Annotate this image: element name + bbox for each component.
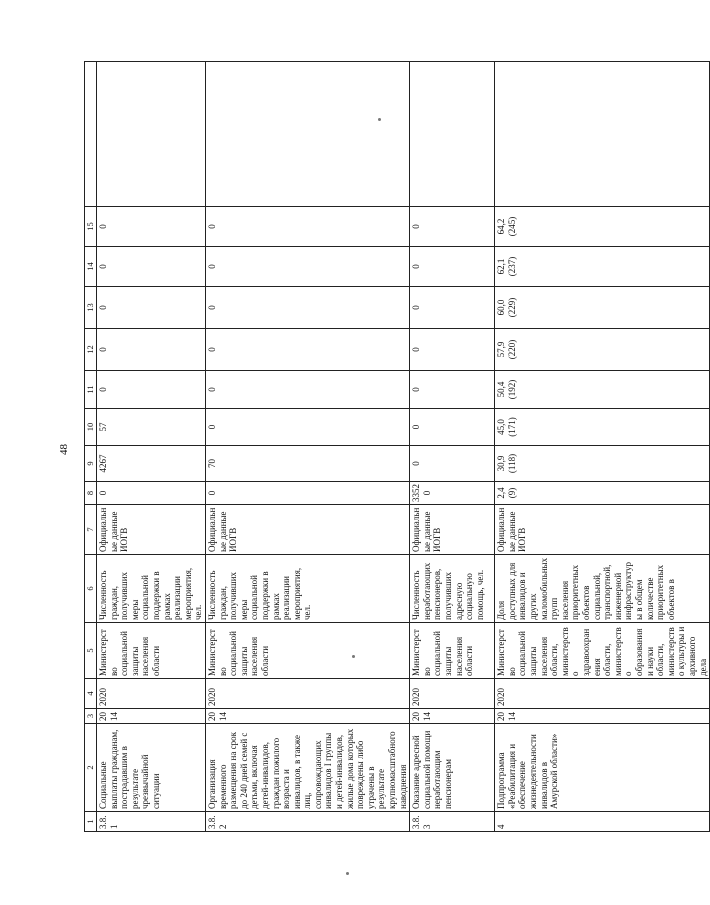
rotated-table-container [84,62,708,832]
indicator-cell: Доля доступных для инвалидов и других маломобильных групп населения приоритетных объектов социальной, транспортной, инженерной инфраструктуры в общем количестве приоритетных объектов в [495,555,710,623]
column-header: 1 [85,812,97,832]
event-name-cell: Оказание адресной социальной помощи неработающим пенсионерам [410,724,495,812]
column-header: 6 [85,555,97,623]
source-cell: Официальные данные ИОГВ [410,505,495,555]
page-number: 48 [58,444,70,455]
column-header: 3 [85,709,97,724]
source-cell: Официальные данные ИОГВ [495,505,710,555]
column-header: 9 [85,446,97,482]
indicator-cell: Численность граждан, получивших меры социальной поддержки в рамках реализации мероприятия, чел. [205,555,409,623]
value-cell: 0 [205,247,409,287]
row-number-cell: 3.8.1 [97,812,206,832]
value-cell: 50,4 (192) [495,371,710,409]
empty-cell [85,62,97,207]
value-cell: 60,0 (229) [495,287,710,329]
responsible-cell: Министерство социальной защиты населения области, министерство здравоохранения области, министерство образования и науки области, министерство культуры и архивного дела [495,623,710,679]
value-cell: 57 [97,409,206,446]
value-cell: 0 [410,446,495,482]
value-cell: 0 [97,207,206,247]
indicators-table [84,61,710,832]
empty-cell [97,62,206,207]
header-row [85,62,97,832]
value-cell: 0 [410,409,495,446]
responsible-cell: Министерство социальной защиты населения области [410,623,495,679]
value-cell: 0 [97,482,206,505]
value-cell: 0 [97,287,206,329]
value-cell: 30,9 (118) [495,446,710,482]
value-cell: 0 [410,207,495,247]
scan-speck [352,655,355,658]
value-cell: 0 [205,482,409,505]
value-cell: 33520 [410,482,495,505]
value-cell: 4267 [97,446,206,482]
table-row [97,62,206,832]
column-header: 14 [85,247,97,287]
value-cell: 0 [97,247,206,287]
value-cell: 0 [410,371,495,409]
scan-speck [346,872,349,875]
source-cell: Официальные данные ИОГВ [205,505,409,555]
column-header: 2 [85,724,97,812]
start-year-cell: 2014 [97,709,206,724]
empty-cell [205,62,409,207]
column-header: 13 [85,287,97,329]
indicator-cell: Численность неработающих пенсионеров, получивших адресную социальную помощь, чел. [410,555,495,623]
start-year-cell: 2014 [205,709,409,724]
row-number-cell: 3.8.2 [205,812,409,832]
start-year-cell: 2014 [495,709,710,724]
column-header: 4 [85,679,97,709]
value-cell: 0 [97,329,206,371]
value-cell: 64,2 (245) [495,207,710,247]
responsible-cell: Министерство социальной защиты населения области [205,623,409,679]
row-number-cell: 4 [495,812,710,832]
table-row [410,62,495,832]
column-header: 5 [85,623,97,679]
value-cell: 0 [205,409,409,446]
value-cell: 0 [410,247,495,287]
end-year-cell: 2020 [97,679,206,709]
event-name-cell: Подпрограмма «Реабилитация и обеспечение жизнедеятельности инвалидов в Амурской области» [495,724,710,812]
responsible-cell: Министерство социальной защиты населения области [97,623,206,679]
end-year-cell: 2020 [495,679,710,709]
empty-cell [495,62,710,207]
row-number-cell: 3.8.3 [410,812,495,832]
column-header: 10 [85,409,97,446]
value-cell: 62,1 (237) [495,247,710,287]
event-name-cell: Организация временного размещения на срок до 240 дней семей с детьми, включая детей-инвалидов, граждан пожилого возраста и инвалидов, в также лиц, сопровождающих инвалидов I группы и детей-инвалидов, жилые дома которых повреждены либо утрачены в результате крупномасштабного наводнения [205,724,409,812]
column-header: 7 [85,505,97,555]
value-cell: 70 [205,446,409,482]
end-year-cell: 2020 [205,679,409,709]
table-row [205,62,409,832]
start-year-cell: 2014 [410,709,495,724]
value-cell: 0 [205,287,409,329]
value-cell: 45,0 (171) [495,409,710,446]
value-cell: 0 [205,329,409,371]
value-cell: 2,4 (9) [495,482,710,505]
value-cell: 0 [205,207,409,247]
value-cell: 0 [410,287,495,329]
table-row [495,62,710,832]
empty-cell [410,62,495,207]
source-cell: Официальные данные ИОГВ [97,505,206,555]
value-cell: 0 [205,371,409,409]
indicator-cell: Численность граждан, получивших меры социальной поддержки в рамках реализации мероприятия, чел. [97,555,206,623]
value-cell: 0 [97,371,206,409]
event-name-cell: Социальные выплаты гражданам, пострадавшим в результате чрезвычайной ситуации [97,724,206,812]
value-cell: 0 [410,329,495,371]
scan-speck [378,118,381,121]
column-header: 15 [85,207,97,247]
column-header: 12 [85,329,97,371]
end-year-cell: 2020 [410,679,495,709]
column-header: 8 [85,482,97,505]
value-cell: 57,9 (220) [495,329,710,371]
column-header: 11 [85,371,97,409]
